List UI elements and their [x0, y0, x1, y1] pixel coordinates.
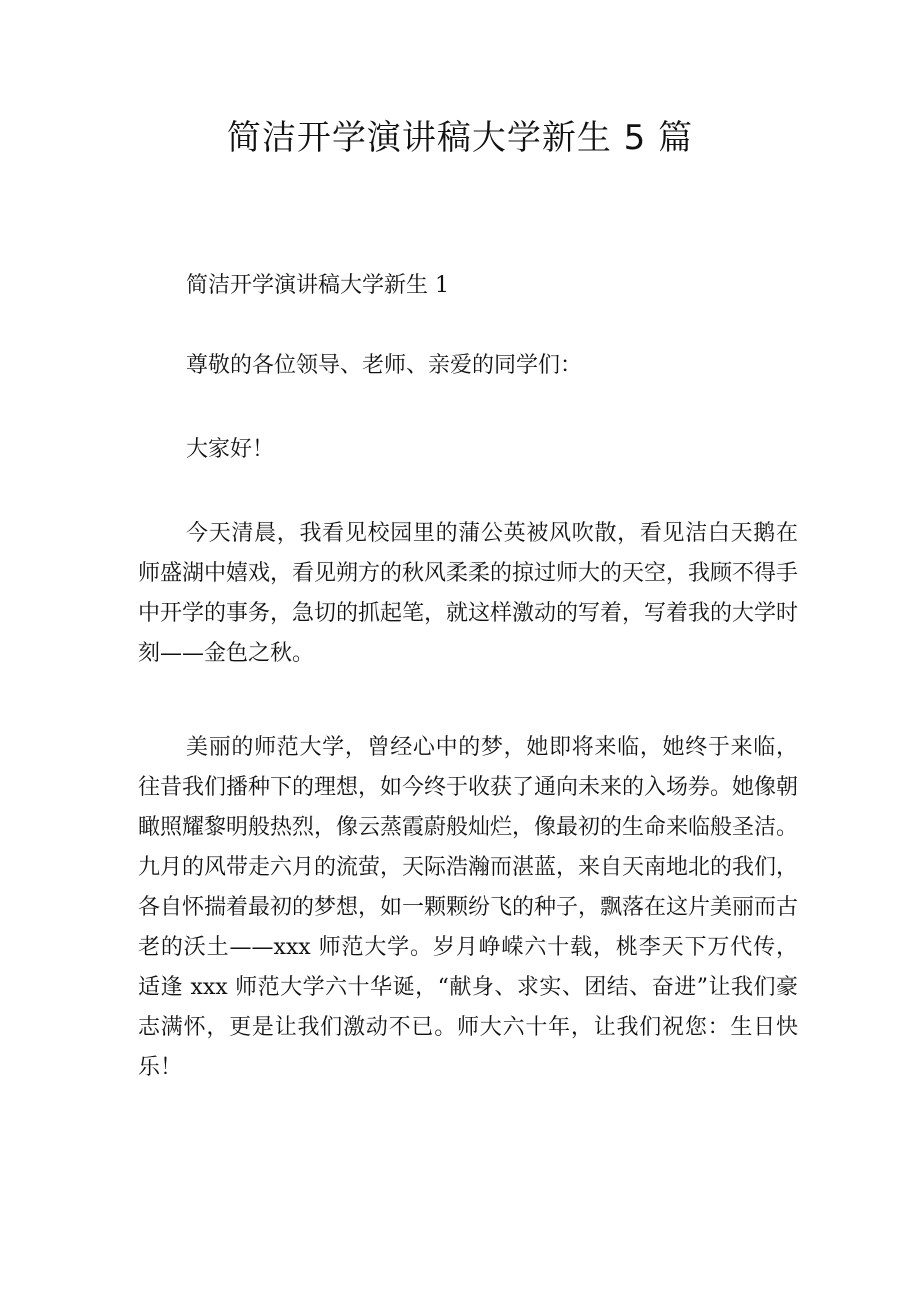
document-title: 简洁开学演讲稿大学新生 5 篇 [226, 118, 694, 158]
section-heading: 简洁开学演讲稿大学新生 1 [186, 273, 449, 298]
paragraph-2: 美丽的师范大学，曾经心中的梦，她即将来临，她终于来临，往昔我们播种下的理想，如今终于收获了通向未来的入场券。她像朝瞰照耀黎明般热烈，像云蒸霞蔚般灿烂，像最初的生命来临般圣洁。九月的风带走六月的流萤，天际浩瀚而湛蓝，来自天南地北的我们，各自怀揣着最初的梦想，如一颗颗纷飞的种子，飘落在这片美丽而古老的沃土——xxx 师范大学。岁月峥嵘六十载，桃李天下万代传，适逢 xxx 师范大学六十华诞，“献身、求实、团结、奋进”让我们豪志满怀，更是让我们激动不已。师大六十年，让我们祝您：生日快乐！ [138, 735, 799, 1080]
greeting: 大家好！ [186, 437, 275, 462]
paragraph-1: 今天清晨，我看见校园里的蒲公英被风吹散，看见洁白天鹅在师盛湖中嬉戏，看见朔方的秋风柔柔的掠过师大的天空，我顾不得手中开学的事务，急切的抓起笔，就这样激动的写着，写着我的大学时刻——金色之秋。 [138, 521, 799, 666]
salutation: 尊敬的各位领导、老师、亲爱的同学们： [186, 353, 583, 378]
